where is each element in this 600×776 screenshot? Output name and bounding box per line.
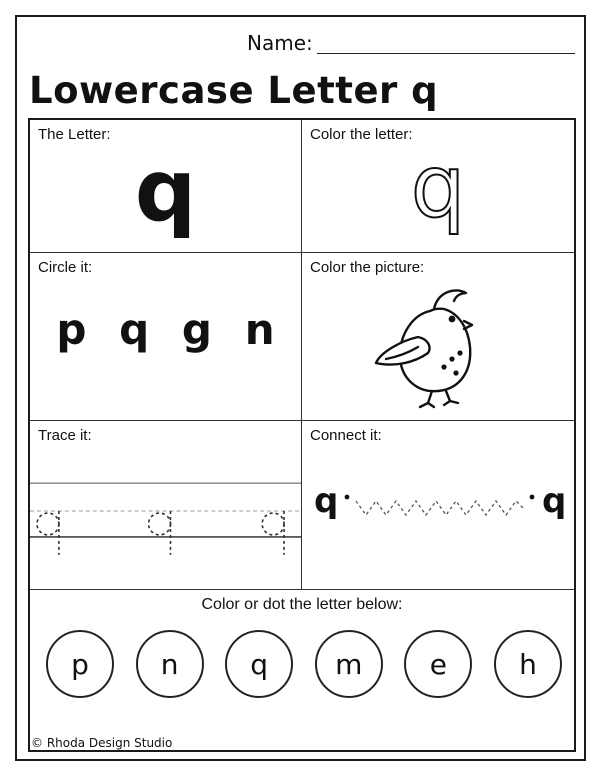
panel-label-connect-it: Connect it: <box>310 427 382 444</box>
worksheet-page <box>15 15 586 761</box>
trace-lines[interactable] <box>30 457 301 591</box>
panel-label-color-the-letter: Color the letter: <box>310 126 413 143</box>
connect-left-letter: q <box>314 481 339 521</box>
worksheet-grid <box>28 118 576 752</box>
panel-label-trace-it: Trace it: <box>38 427 92 444</box>
panel-circle-it <box>30 253 302 421</box>
dot-letter-row <box>46 630 562 698</box>
dot-letter-circle[interactable]: p <box>46 630 114 698</box>
name-label: Name: <box>247 31 313 55</box>
dot-letter-circle[interactable]: m <box>315 630 383 698</box>
panel-label-color-the-picture: Color the picture: <box>310 259 425 276</box>
circle-letter-row <box>30 305 301 354</box>
connect-path[interactable] <box>342 487 538 527</box>
dot-letter-circle[interactable]: e <box>404 630 472 698</box>
dot-letter-circle[interactable]: n <box>136 630 204 698</box>
outline-letter-q[interactable]: q <box>410 137 466 237</box>
dot-letter-circle[interactable]: h <box>494 630 562 698</box>
panel-label-circle-it: Circle it: <box>38 259 93 276</box>
panel-connect-it <box>302 421 574 590</box>
big-letter-q: q <box>134 141 197 241</box>
panel-the-letter <box>30 120 302 253</box>
dot-letter-circle[interactable]: q <box>225 630 293 698</box>
panel-label-the-letter: The Letter: <box>38 126 111 143</box>
copyright-text: © Rhoda Design Studio <box>31 736 173 750</box>
circle-choice[interactable]: q <box>119 305 150 354</box>
circle-choice[interactable]: n <box>244 305 275 354</box>
panel-color-the-letter <box>302 120 574 253</box>
panel-color-the-picture <box>302 253 574 421</box>
circle-choice[interactable]: g <box>181 305 212 354</box>
page-title: Lowercase Letter q <box>29 69 439 112</box>
quail-icon[interactable] <box>372 283 502 413</box>
circle-choice[interactable]: p <box>56 305 87 354</box>
panel-trace-it <box>30 421 302 590</box>
panel-color-or-dot <box>30 590 574 750</box>
name-write-line[interactable] <box>317 53 575 54</box>
connect-right-letter: q <box>542 481 567 521</box>
color-or-dot-prompt: Color or dot the letter below: <box>201 596 403 613</box>
name-row <box>17 31 584 59</box>
